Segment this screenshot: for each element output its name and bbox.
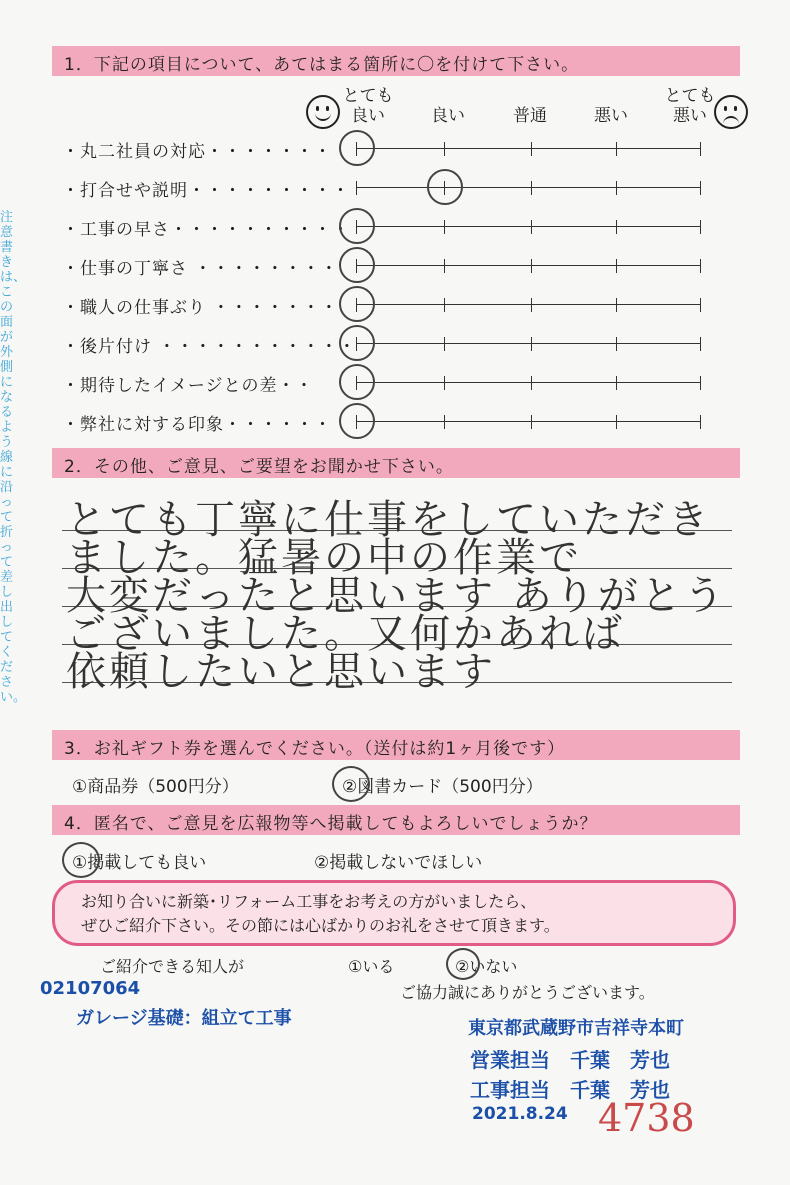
referral-box-line2: ぜひご紹介下さい。その節には心ばかりのお礼をさせて頂きます。 xyxy=(81,916,560,935)
scale-tick-5[interactable] xyxy=(700,376,701,390)
publish-selection-circle xyxy=(62,842,100,878)
referral-question: ご紹介できる知人が xyxy=(100,957,245,976)
section1-title: 1．下記の項目について、あてはまる箇所に〇を付けて下さい。 xyxy=(64,55,580,75)
section2-header-band xyxy=(52,448,740,478)
section4-header-band xyxy=(52,805,740,835)
section3-title: 3．お礼ギフト券を選んでください。（送付は約1ヶ月後です） xyxy=(64,739,566,759)
scale-tick-3[interactable] xyxy=(531,259,532,273)
scale-tick-2[interactable] xyxy=(444,415,445,429)
rating-scale-line xyxy=(356,304,700,305)
section1-header-band xyxy=(52,46,740,76)
sales-rep: 営業担当 千葉 芳也 xyxy=(470,1048,670,1072)
gift-option-2[interactable]: ②図書カード（500円分） xyxy=(342,777,543,797)
scale-tick-2[interactable] xyxy=(444,259,445,273)
referral-option-2[interactable]: ②いない xyxy=(455,957,518,976)
handwritten-comment-line: ました。猛暑の中の作業で xyxy=(66,535,582,581)
scale-header-4: 悪い xyxy=(594,106,628,126)
rating-selection-circle xyxy=(339,364,375,400)
scale-tick-3[interactable] xyxy=(531,337,532,351)
scale-tick-2[interactable] xyxy=(444,220,445,234)
handwritten-number: 4738 xyxy=(598,1096,695,1140)
gift-option-1[interactable]: ①商品券（500円分） xyxy=(72,777,239,797)
scale-tick-2[interactable] xyxy=(444,376,445,390)
scale-header-1: とても 良い xyxy=(342,86,394,126)
scale-tick-5[interactable] xyxy=(700,220,701,234)
scale-tick-2[interactable] xyxy=(444,142,445,156)
scale-tick-3[interactable] xyxy=(531,181,532,195)
section4-title: 4．匿名で、ご意見を広報物等へ掲載してもよろしいでしょうか？ xyxy=(64,814,598,834)
handwritten-comment-line: ございました。又何かあれば xyxy=(66,611,625,657)
scale-tick-5[interactable] xyxy=(700,298,701,312)
scale-tick-3[interactable] xyxy=(531,376,532,390)
scale-tick-2[interactable] xyxy=(444,298,445,312)
customer-code: 02107064 xyxy=(40,978,141,999)
side-fold-note: 注意書きは、この面が外側になるよう線に沿って折って差し出してください。 xyxy=(0,210,27,705)
scale-tick-4[interactable] xyxy=(616,337,617,351)
scale-tick-3[interactable] xyxy=(531,220,532,234)
smiley-face-icon xyxy=(306,95,340,129)
rating-selection-circle xyxy=(339,247,375,283)
rating-scale-line xyxy=(356,265,700,266)
scale-tick-4[interactable] xyxy=(616,415,617,429)
scale-tick-4[interactable] xyxy=(616,181,617,195)
referral-option-1[interactable]: ①いる xyxy=(348,957,395,976)
scale-header-3: 普通 xyxy=(513,106,547,126)
handwritten-comment-line: 依頼したいと思います xyxy=(66,649,496,695)
scale-tick-4[interactable] xyxy=(616,142,617,156)
rating-item-label: ・職人の仕事ぶり ・・・・・・・ xyxy=(62,298,339,318)
section2-title: 2．その他、ご意見、ご要望をお聞かせ下さい。 xyxy=(64,457,454,477)
rating-scale-line xyxy=(356,226,700,227)
scale-tick-3[interactable] xyxy=(531,298,532,312)
scale-tick-5[interactable] xyxy=(700,415,701,429)
scale-tick-4[interactable] xyxy=(616,220,617,234)
rating-item-label: ・工事の早さ・・・・・・・・・・ xyxy=(62,220,350,240)
rating-selection-circle xyxy=(339,130,375,166)
referral-box xyxy=(52,880,736,946)
construction-rep: 工事担当 千葉 芳也 xyxy=(470,1078,670,1102)
rating-selection-circle xyxy=(339,286,375,322)
handwritten-comment-line: 大変だったと思います ありがとう xyxy=(66,573,727,619)
rating-scale-line xyxy=(356,421,700,422)
rating-item-label: ・弊社に対する印象・・・・・・ xyxy=(62,415,332,435)
rating-item-label: ・丸二社員の対応・・・・・・・ xyxy=(62,142,332,162)
scale-tick-5[interactable] xyxy=(700,259,701,273)
handwritten-comment-line: とても丁寧に仕事をしていただき xyxy=(66,497,711,543)
thanks-text: ご協力誠にありがとうございます。 xyxy=(400,983,655,1002)
rating-item-label: ・後片付け ・・・・・・・・・・・ xyxy=(62,337,357,357)
scale-tick-1[interactable] xyxy=(356,181,357,195)
referral-box-line1: お知り合いに新築･リフォーム工事をお考えの方がいましたら、 xyxy=(81,892,537,911)
rating-item-label: ・仕事の丁寧さ ・・・・・・・・ xyxy=(62,259,339,279)
rating-scale-line xyxy=(356,148,700,149)
date-stamp: 2021.8.24 xyxy=(472,1104,568,1124)
scale-tick-2[interactable] xyxy=(444,337,445,351)
rating-selection-circle xyxy=(427,169,463,205)
rating-item-label: ・打合せや説明・・・・・・・・・ xyxy=(62,181,350,201)
scale-tick-3[interactable] xyxy=(531,415,532,429)
publish-option-2[interactable]: ②掲載しないでほしい xyxy=(314,853,483,873)
scale-tick-4[interactable] xyxy=(616,259,617,273)
rating-selection-circle xyxy=(339,403,375,439)
scale-tick-5[interactable] xyxy=(700,337,701,351)
scale-tick-4[interactable] xyxy=(616,376,617,390)
rating-scale-line xyxy=(356,343,700,344)
publish-option-1[interactable]: ①掲載しても良い xyxy=(72,853,207,873)
rating-selection-circle xyxy=(339,208,375,244)
referral-selection-circle xyxy=(446,948,480,980)
company-address: 東京都武蔵野市吉祥寺本町 xyxy=(468,1018,684,1039)
rating-scale-line xyxy=(356,187,700,188)
rating-item-label: ・期待したイメージとの差・・ xyxy=(62,376,314,396)
gift-selection-circle xyxy=(332,766,370,802)
rating-scale-line xyxy=(356,382,700,383)
scale-tick-4[interactable] xyxy=(616,298,617,312)
section3-header-band xyxy=(52,730,740,760)
rating-selection-circle xyxy=(339,325,375,361)
scale-tick-3[interactable] xyxy=(531,142,532,156)
scale-tick-5[interactable] xyxy=(700,181,701,195)
job-description: ガレージ基礎：組立て工事 xyxy=(76,1008,292,1029)
scale-header-5: とても 悪い xyxy=(664,86,716,126)
scale-header-2: 良い xyxy=(431,106,465,126)
scale-tick-5[interactable] xyxy=(700,142,701,156)
